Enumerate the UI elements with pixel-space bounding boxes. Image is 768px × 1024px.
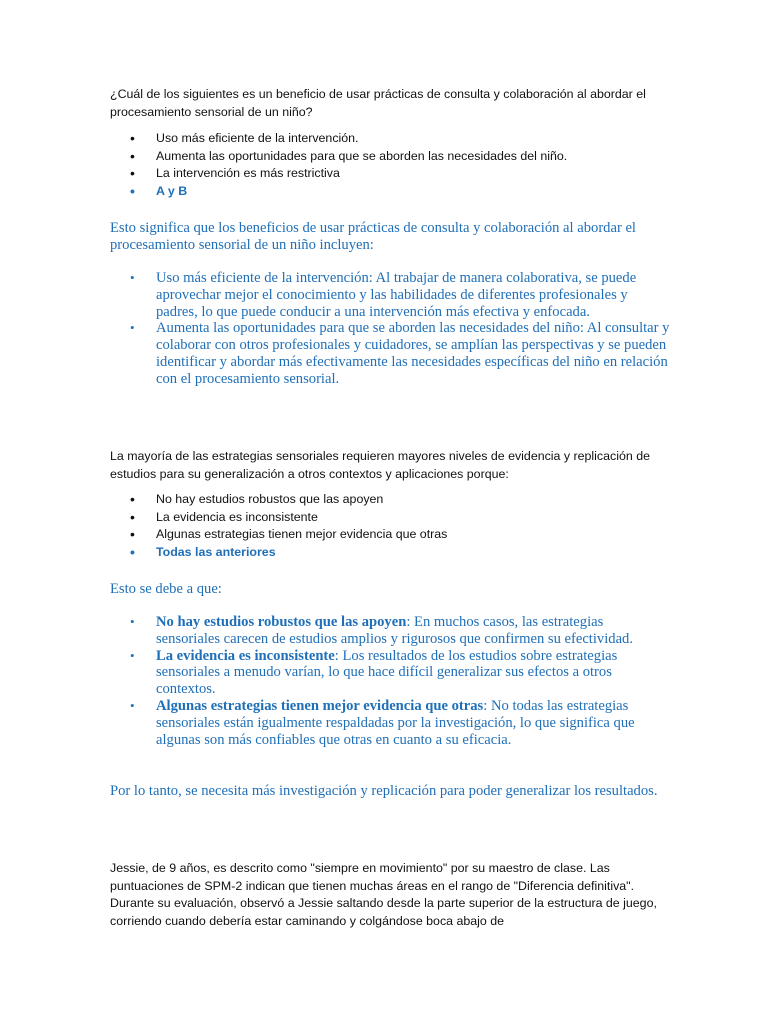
explanation-text: : Los resultados de los estudios sobre estrategias sensoriales a menudo varían, lo que hace difícil generalizar sus efectos a otros contextos. <box>156 647 618 698</box>
explanation-item: • Uso más eficiente de la intervención: Al trabajar de manera colaborativa, se puede aprovechar mejor el conocimiento y las habilidades de diferentes profesionales y padres, lo que puede conducir a una intervención más efectiva y enfocada. <box>110 270 670 320</box>
option-item: • Aumenta las oportunidades para que se aborden las necesidades del niño. <box>110 148 670 166</box>
explanation-2-list <box>110 614 670 748</box>
explanation-text: : No todas las estrategias sensoriales están igualmente respaldadas por la investigación, lo que significa que algunas son más confiables que otras en cuanto a su eficacia. <box>156 697 635 748</box>
explanation-item <box>110 614 670 648</box>
option-item: • Uso más eficiente de la intervención. <box>110 130 670 148</box>
answer-item: • A y B <box>110 183 670 201</box>
explanation-1-intro: Esto significa que los beneficios de usar prácticas de consulta y colaboración al abordar el procesamiento sensorial de un niño incluyen: <box>110 220 636 253</box>
explanation-item <box>110 648 670 698</box>
option-item: • La evidencia es inconsistente <box>110 509 670 527</box>
explanation-item: • Aumenta las oportunidades para que se aborden las necesidades del niño: Al consultar y colaborar con otros profesionales y cuidadores, se amplían las perspectivas y se pueden identificar y abordar más efectivamente las necesidades específicas del niño en relación con el procesamiento sensorial. <box>110 320 670 387</box>
explanation-term: La evidencia es inconsistente <box>156 647 335 664</box>
question-2-options <box>110 491 670 561</box>
explanation-term: No hay estudios robustos que las apoyen <box>156 614 407 630</box>
question-1: ¿Cuál de los siguientes es un beneficio de usar prácticas de consulta y colaboración al abordar el procesamiento sensorial de un niño? <box>110 87 646 119</box>
explanation-term: Algunas estrategias tienen mejor evidencia que otras <box>156 697 484 714</box>
question-2: La mayoría de las estrategias sensoriales requieren mayores niveles de evidencia y replicación de estudios para su generalización a otros contextos y aplicaciones porque: <box>110 449 650 481</box>
option-item: • La intervención es más restrictiva <box>110 165 670 183</box>
explanation-item <box>110 698 670 748</box>
option-item: • No hay estudios robustos que las apoyen <box>110 491 670 509</box>
explanation-1-list <box>110 270 670 388</box>
question-1-options <box>110 130 670 200</box>
case-description: Jessie, de 9 años, es descrito como "siempre en movimiento" por su maestro de clase. Las puntuaciones de SPM-2 indican que tienen muchas áreas en el rango de "Diferencia definitiva". Durante su evaluación, observó a Jessie saltando desde la parte superior de la estructura de juego, corriendo cuando debería estar caminando y colgándose boca abajo de <box>110 861 657 928</box>
conclusion-2: Por lo tanto, se necesita más investigación y replicación para poder generalizar los resultados. <box>110 783 658 799</box>
option-item: • Algunas estrategias tienen mejor evidencia que otras <box>110 526 670 544</box>
answer-item: • Todas las anteriores <box>110 544 670 562</box>
explanation-2-intro: Esto se debe a que: <box>110 581 222 597</box>
explanation-text: : En muchos casos, las estrategias sensoriales carecen de estudios amplios y rigurosos que confirmen su efectividad. <box>156 614 633 647</box>
